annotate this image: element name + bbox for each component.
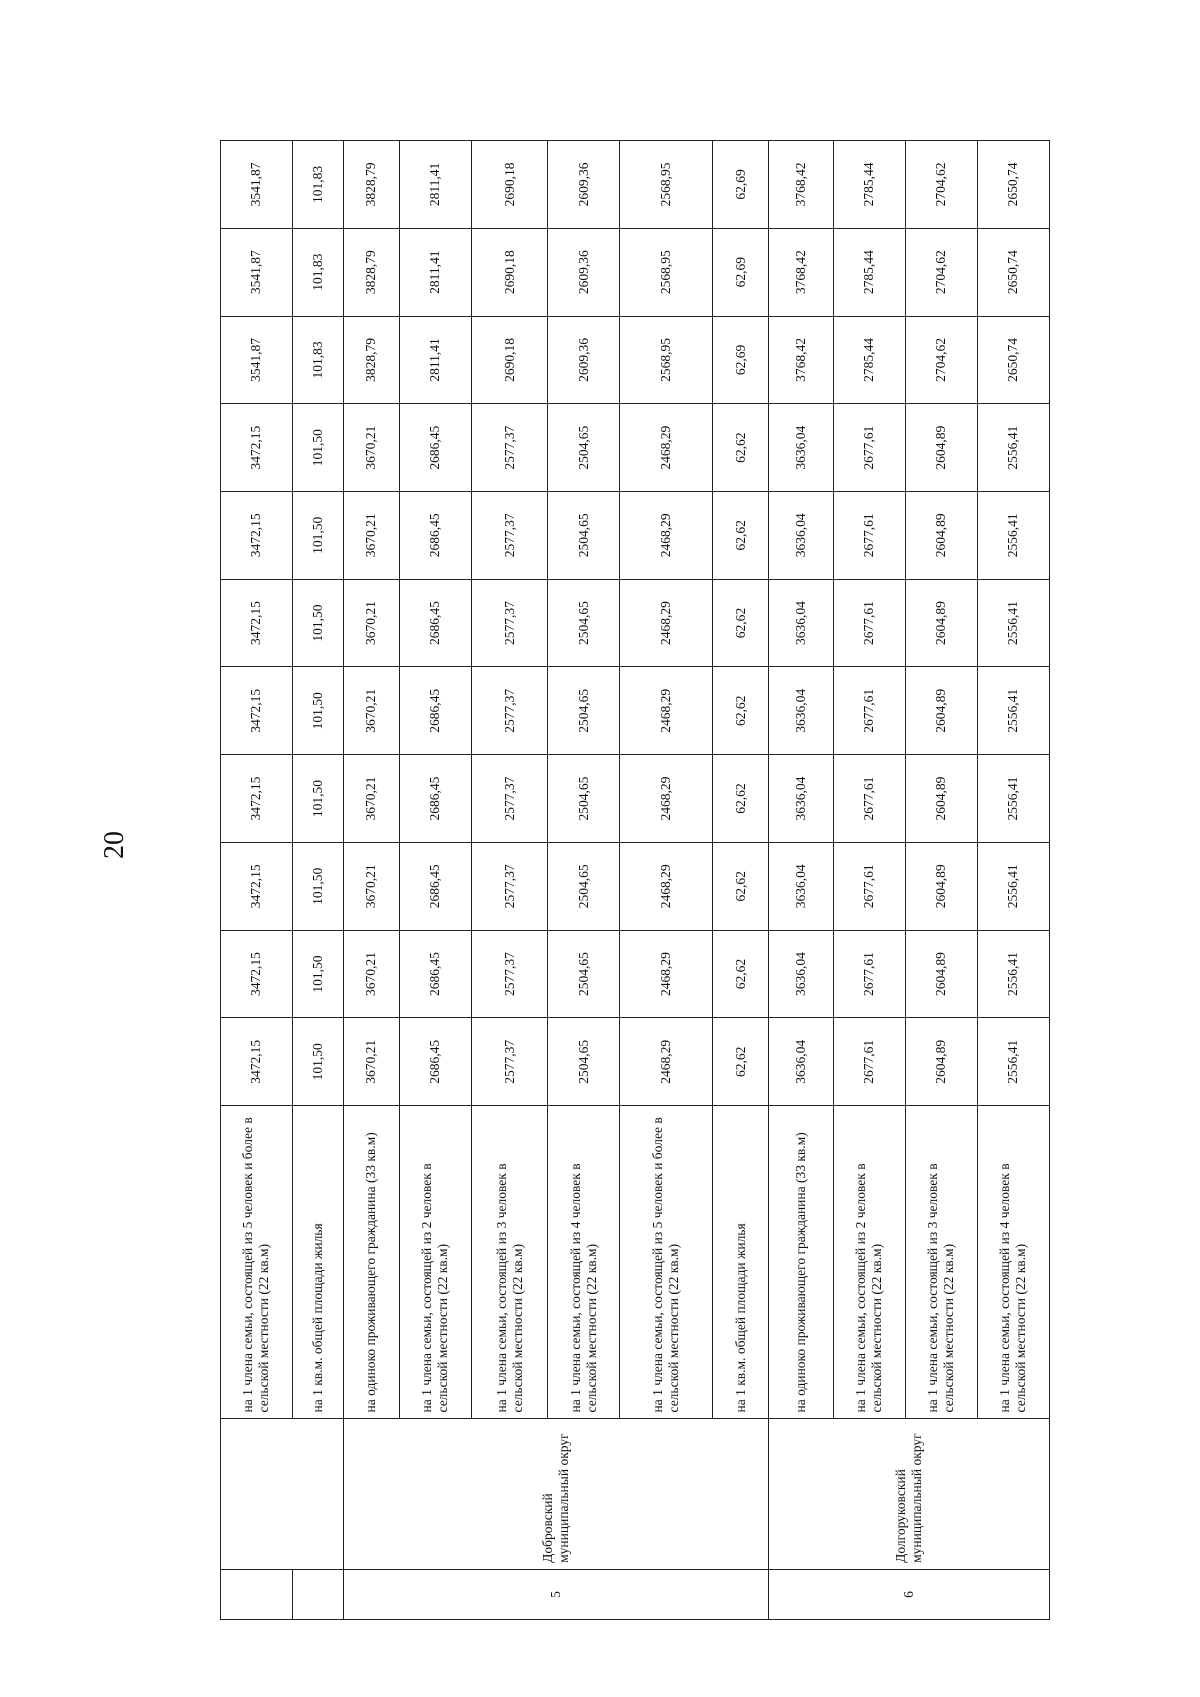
value-cell: 3768,42 <box>768 316 833 404</box>
value-cell: 3636,04 <box>768 755 833 843</box>
row-description: на 1 члена семьи, состоящей из 4 человек в сельской местности (22 кв.м) <box>548 1106 620 1419</box>
value-cell: 62,62 <box>713 667 769 755</box>
value-cell: 2504,65 <box>548 491 620 579</box>
row-description: на одиноко проживающего гражданина (33 кв.м) <box>768 1106 833 1419</box>
value-cell: 2811,41 <box>399 141 471 229</box>
value-cell: 3636,04 <box>768 930 833 1018</box>
value-cell: 101,50 <box>292 579 343 667</box>
value-cell: 2609,36 <box>548 141 620 229</box>
row-description: на 1 члена семьи, состоящей из 3 человек в сельской местности (22 кв.м) <box>905 1106 977 1419</box>
value-cell: 2468,29 <box>620 930 713 1018</box>
value-cell: 2686,45 <box>399 579 471 667</box>
value-cell: 2556,41 <box>977 930 1049 1018</box>
value-cell: 3541,87 <box>221 141 293 229</box>
value-cell: 62,62 <box>713 404 769 492</box>
value-cell: 2686,45 <box>399 667 471 755</box>
value-cell: 2604,89 <box>905 842 977 930</box>
value-cell: 101,83 <box>292 316 343 404</box>
value-cell: 3472,15 <box>221 404 293 492</box>
tariff-table <box>220 140 1050 1620</box>
value-cell: 2568,95 <box>620 316 713 404</box>
table-row <box>713 141 769 1620</box>
row-description: на 1 члена семьи, состоящей из 4 человек в сельской местности (22 кв.м) <box>977 1106 1049 1419</box>
value-cell: 2556,41 <box>977 404 1049 492</box>
value-cell: 3670,21 <box>344 1018 400 1106</box>
value-cell: 2677,61 <box>833 755 905 843</box>
value-cell: 2568,95 <box>620 141 713 229</box>
value-cell: 101,50 <box>292 667 343 755</box>
value-cell: 2609,36 <box>548 228 620 316</box>
value-cell: 3670,21 <box>344 755 400 843</box>
value-cell: 2468,29 <box>620 491 713 579</box>
value-cell: 62,62 <box>713 579 769 667</box>
value-cell: 2577,37 <box>471 491 548 579</box>
value-cell: 2568,95 <box>620 228 713 316</box>
row-number: 5 <box>344 1569 769 1619</box>
table-row <box>833 141 905 1620</box>
table-row <box>768 141 833 1620</box>
value-cell: 3636,04 <box>768 491 833 579</box>
value-cell: 62,62 <box>713 930 769 1018</box>
value-cell: 2468,29 <box>620 842 713 930</box>
rotated-table-container <box>220 140 1050 1620</box>
value-cell: 2468,29 <box>620 667 713 755</box>
value-cell: 3768,42 <box>768 228 833 316</box>
value-cell: 2677,61 <box>833 842 905 930</box>
value-cell: 62,62 <box>713 1018 769 1106</box>
value-cell: 2468,29 <box>620 404 713 492</box>
value-cell: 62,62 <box>713 842 769 930</box>
value-cell: 2677,61 <box>833 667 905 755</box>
value-cell: 2650,74 <box>977 228 1049 316</box>
value-cell: 2604,89 <box>905 404 977 492</box>
value-cell: 3636,04 <box>768 1018 833 1106</box>
table-row <box>905 141 977 1620</box>
page-number: 20 <box>99 831 130 859</box>
value-cell: 3670,21 <box>344 667 400 755</box>
value-cell: 3636,04 <box>768 842 833 930</box>
value-cell: 2504,65 <box>548 404 620 492</box>
value-cell: 2556,41 <box>977 842 1049 930</box>
value-cell: 2650,74 <box>977 316 1049 404</box>
value-cell: 2677,61 <box>833 1018 905 1106</box>
value-cell: 2468,29 <box>620 579 713 667</box>
value-cell: 2577,37 <box>471 667 548 755</box>
row-description: на 1 члена семьи, состоящей из 2 человек в сельской местности (22 кв.м) <box>399 1106 471 1419</box>
table-row <box>292 141 343 1620</box>
value-cell: 2690,18 <box>471 141 548 229</box>
value-cell: 2785,44 <box>833 316 905 404</box>
number-cell-blank <box>221 1569 293 1619</box>
value-cell: 3828,79 <box>344 141 400 229</box>
municipality-name: Долгоруковский муниципальный округ <box>768 1419 1049 1569</box>
value-cell: 62,69 <box>713 141 769 229</box>
value-cell: 2686,45 <box>399 1018 471 1106</box>
value-cell: 2704,62 <box>905 316 977 404</box>
value-cell: 2785,44 <box>833 141 905 229</box>
value-cell: 62,62 <box>713 755 769 843</box>
value-cell: 2504,65 <box>548 1018 620 1106</box>
value-cell: 2650,74 <box>977 141 1049 229</box>
value-cell: 2686,45 <box>399 930 471 1018</box>
table-row <box>399 141 471 1620</box>
row-description: на 1 члена семьи, состоящей из 2 человек в сельской местности (22 кв.м) <box>833 1106 905 1419</box>
value-cell: 3472,15 <box>221 930 293 1018</box>
row-description: на 1 члена семьи, состоящей из 3 человек в сельской местности (22 кв.м) <box>471 1106 548 1419</box>
value-cell: 3472,15 <box>221 842 293 930</box>
value-cell: 2785,44 <box>833 228 905 316</box>
value-cell: 2811,41 <box>399 316 471 404</box>
value-cell: 2677,61 <box>833 491 905 579</box>
value-cell: 62,69 <box>713 316 769 404</box>
value-cell: 3541,87 <box>221 228 293 316</box>
value-cell: 3670,21 <box>344 842 400 930</box>
value-cell: 2604,89 <box>905 1018 977 1106</box>
value-cell: 3768,42 <box>768 141 833 229</box>
value-cell: 3828,79 <box>344 316 400 404</box>
value-cell: 3472,15 <box>221 1018 293 1106</box>
value-cell: 2686,45 <box>399 755 471 843</box>
value-cell: 62,69 <box>713 228 769 316</box>
table-row <box>471 141 548 1620</box>
value-cell: 2556,41 <box>977 1018 1049 1106</box>
value-cell: 2556,41 <box>977 579 1049 667</box>
value-cell: 62,62 <box>713 491 769 579</box>
value-cell: 2604,89 <box>905 930 977 1018</box>
value-cell: 3828,79 <box>344 228 400 316</box>
number-cell-blank <box>292 1569 343 1619</box>
value-cell: 2686,45 <box>399 404 471 492</box>
row-description: на 1 члена семьи, состоящей из 5 человек и более в сельской местности (22 кв.м) <box>221 1106 293 1419</box>
table-row <box>221 141 293 1620</box>
row-description: на 1 кв.м. общей площади жилья <box>713 1106 769 1419</box>
value-cell: 2504,65 <box>548 755 620 843</box>
value-cell: 2704,62 <box>905 141 977 229</box>
value-cell: 3472,15 <box>221 667 293 755</box>
value-cell: 101,50 <box>292 930 343 1018</box>
value-cell: 3472,15 <box>221 579 293 667</box>
row-description: на 1 члена семьи, состоящей из 5 человек и более в сельской местности (22 кв.м) <box>620 1106 713 1419</box>
value-cell: 2604,89 <box>905 667 977 755</box>
value-cell: 101,50 <box>292 491 343 579</box>
value-cell: 2677,61 <box>833 930 905 1018</box>
value-cell: 2604,89 <box>905 491 977 579</box>
value-cell: 2704,62 <box>905 228 977 316</box>
value-cell: 2686,45 <box>399 491 471 579</box>
row-description: на 1 кв.м. общей площади жилья <box>292 1106 343 1419</box>
value-cell: 2468,29 <box>620 755 713 843</box>
value-cell: 101,50 <box>292 842 343 930</box>
value-cell: 2577,37 <box>471 755 548 843</box>
row-description: на одиноко проживающего гражданина (33 кв.м) <box>344 1106 400 1419</box>
value-cell: 2577,37 <box>471 842 548 930</box>
value-cell: 2811,41 <box>399 228 471 316</box>
value-cell: 3670,21 <box>344 930 400 1018</box>
value-cell: 2504,65 <box>548 930 620 1018</box>
value-cell: 2504,65 <box>548 667 620 755</box>
value-cell: 101,50 <box>292 755 343 843</box>
value-cell: 2577,37 <box>471 930 548 1018</box>
value-cell: 101,50 <box>292 1018 343 1106</box>
value-cell: 2504,65 <box>548 579 620 667</box>
value-cell: 2604,89 <box>905 579 977 667</box>
value-cell: 2604,89 <box>905 755 977 843</box>
value-cell: 2609,36 <box>548 316 620 404</box>
value-cell: 3636,04 <box>768 404 833 492</box>
value-cell: 3670,21 <box>344 404 400 492</box>
value-cell: 2677,61 <box>833 579 905 667</box>
value-cell: 3636,04 <box>768 579 833 667</box>
value-cell: 2577,37 <box>471 1018 548 1106</box>
value-cell: 3670,21 <box>344 579 400 667</box>
value-cell: 101,83 <box>292 228 343 316</box>
value-cell: 2468,29 <box>620 1018 713 1106</box>
value-cell: 3472,15 <box>221 755 293 843</box>
value-cell: 2690,18 <box>471 316 548 404</box>
value-cell: 3636,04 <box>768 667 833 755</box>
table-row <box>548 141 620 1620</box>
row-number: 6 <box>768 1569 1049 1619</box>
value-cell: 2556,41 <box>977 755 1049 843</box>
value-cell: 2556,41 <box>977 667 1049 755</box>
municipality-cell-blank <box>221 1419 344 1569</box>
value-cell: 2677,61 <box>833 404 905 492</box>
table-row <box>620 141 713 1620</box>
value-cell: 2577,37 <box>471 404 548 492</box>
value-cell: 3472,15 <box>221 491 293 579</box>
value-cell: 101,83 <box>292 141 343 229</box>
municipality-name: Добровский муниципальный округ <box>344 1419 769 1569</box>
value-cell: 2556,41 <box>977 491 1049 579</box>
table-row <box>977 141 1049 1620</box>
value-cell: 2577,37 <box>471 579 548 667</box>
value-cell: 3541,87 <box>221 316 293 404</box>
value-cell: 2690,18 <box>471 228 548 316</box>
value-cell: 2686,45 <box>399 842 471 930</box>
value-cell: 2504,65 <box>548 842 620 930</box>
value-cell: 3670,21 <box>344 491 400 579</box>
table-body <box>221 141 1050 1620</box>
value-cell: 101,50 <box>292 404 343 492</box>
table-row <box>344 141 400 1620</box>
